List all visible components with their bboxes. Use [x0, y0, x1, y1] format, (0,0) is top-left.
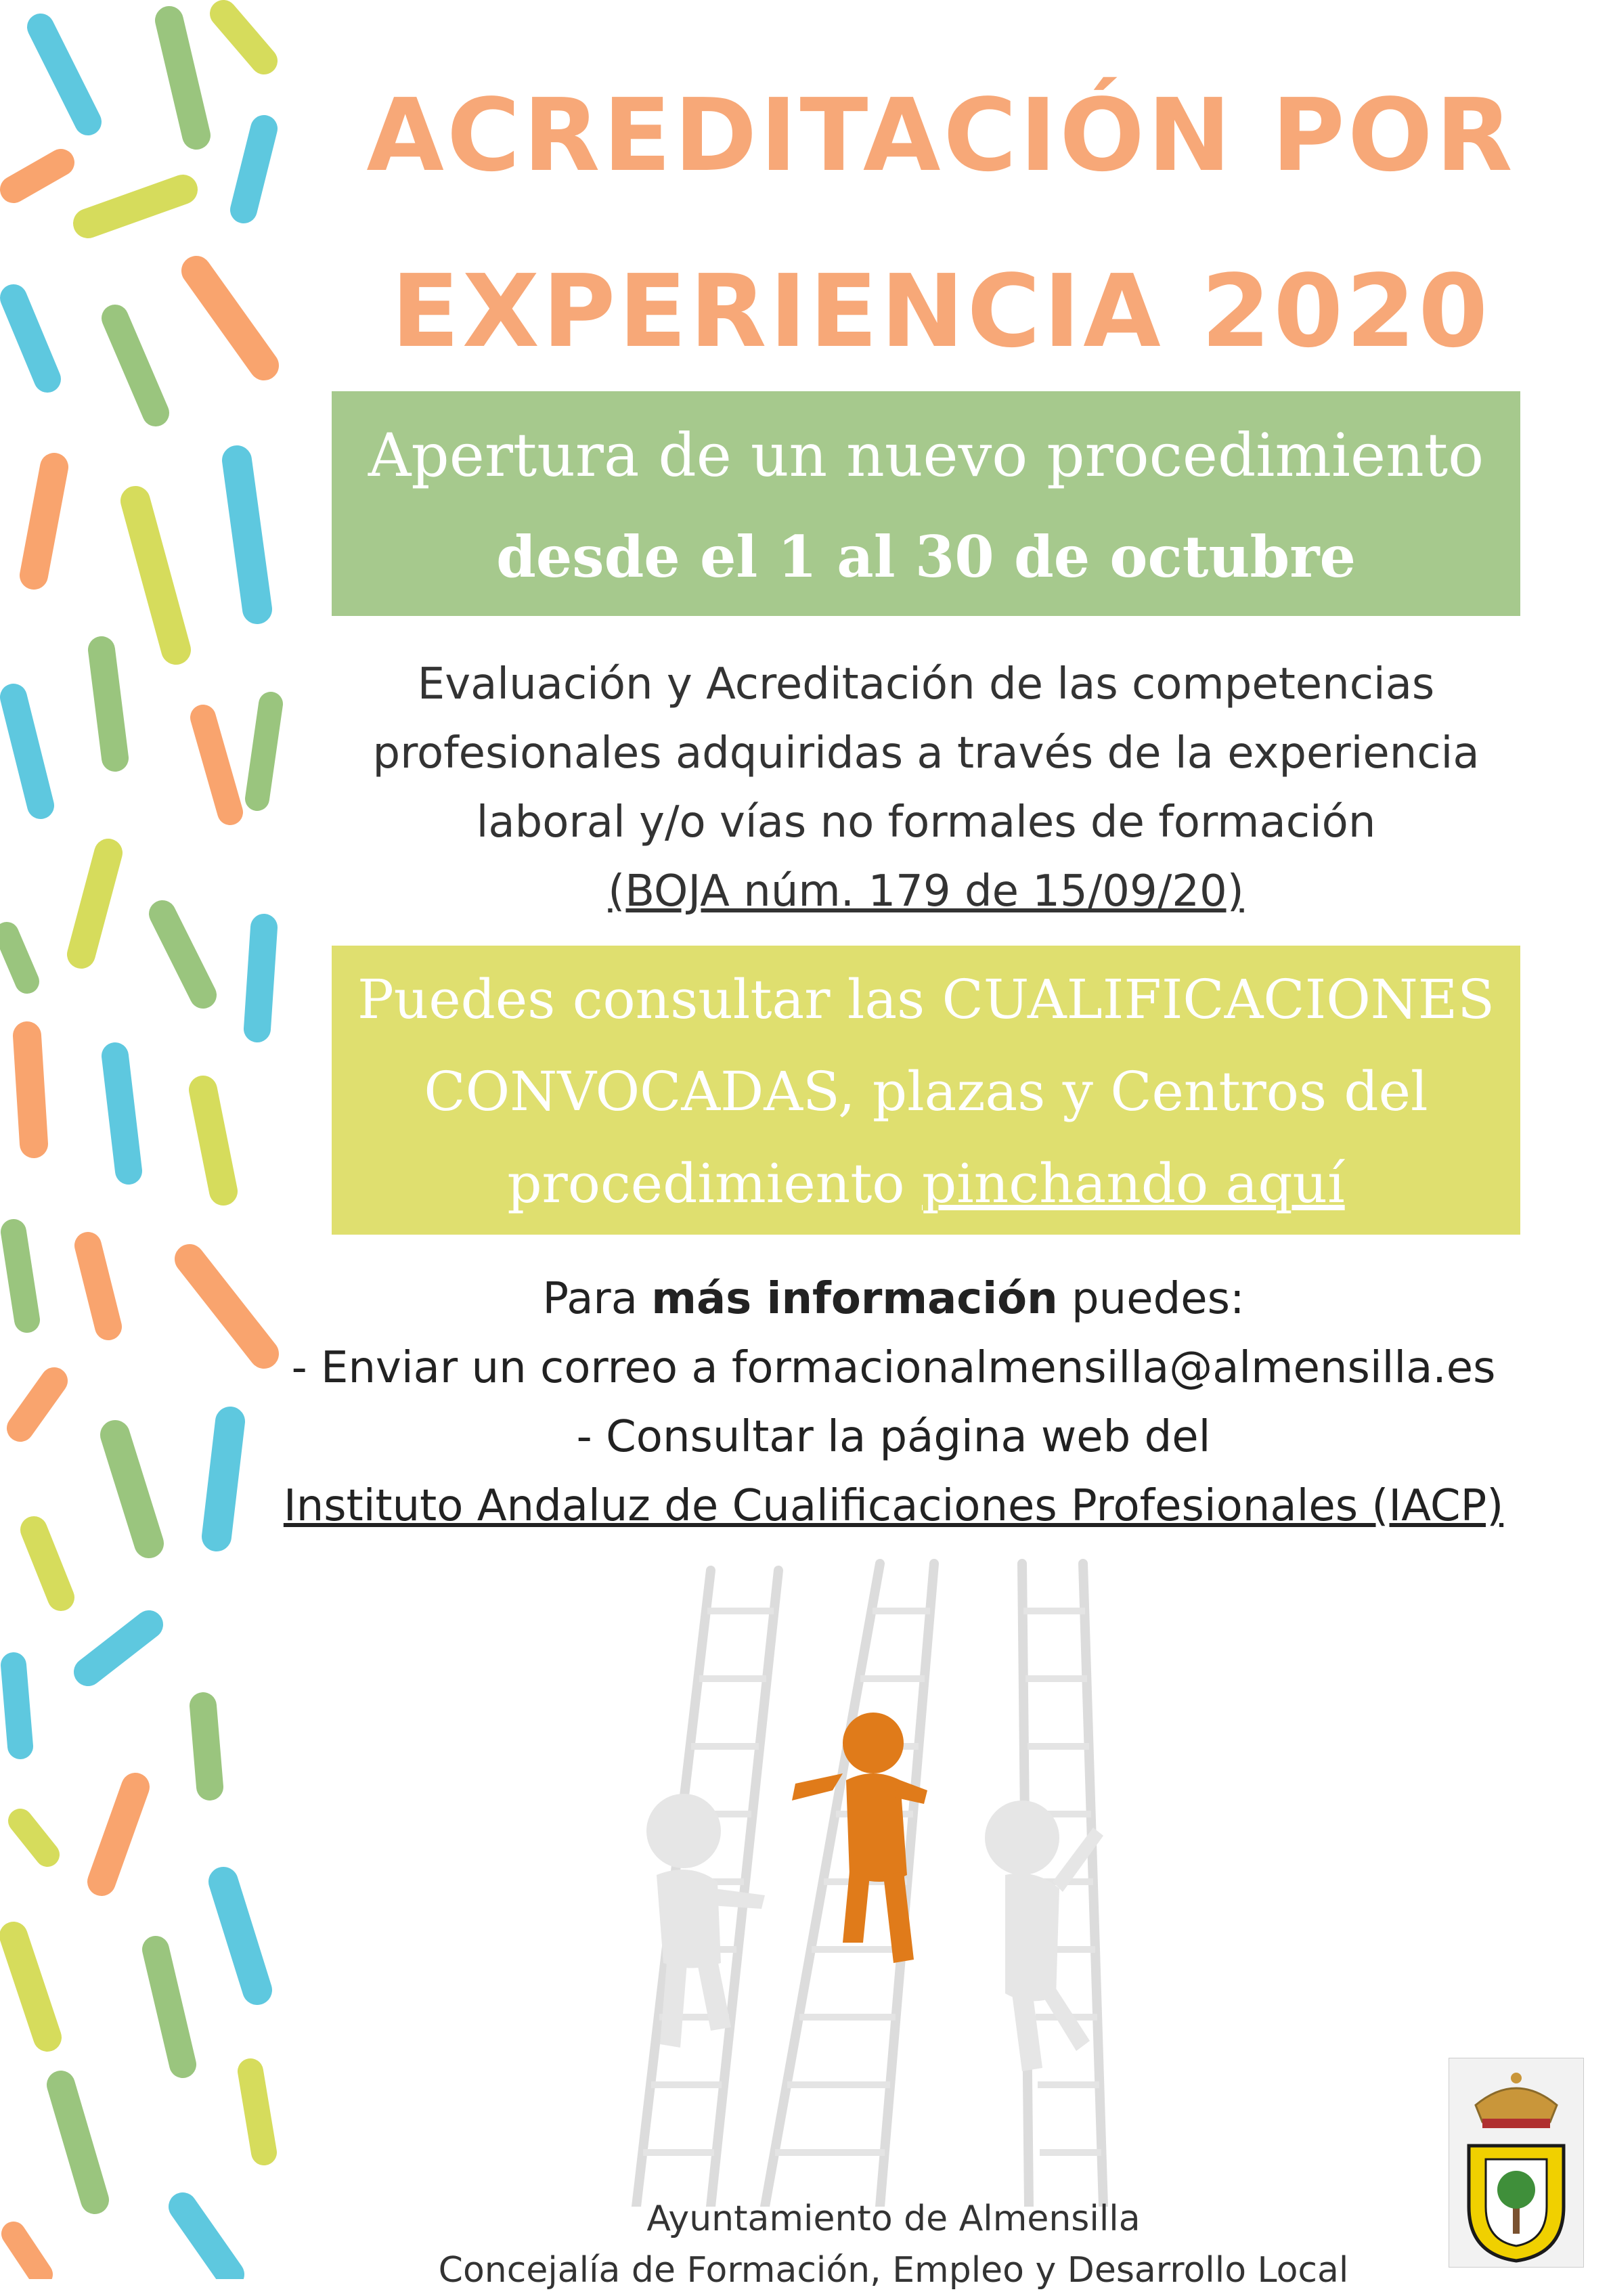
description	[332, 650, 1520, 926]
info-intro-prefix: Para	[542, 1274, 652, 1324]
web-line: - Consultar la página web del	[576, 1412, 1211, 1462]
poster-title	[352, 47, 1530, 399]
footer	[379, 2193, 1408, 2296]
white-climber-right-figure	[985, 1801, 1103, 2071]
qualifications-line-2: CONVOCADAS, plazas y Centros del	[424, 1060, 1428, 1123]
info-intro-suffix: puedes:	[1057, 1274, 1245, 1324]
ladders-illustration	[609, 1557, 1205, 2207]
iacp-link[interactable]: Instituto Andaluz de Cualificaciones Profesionales (IACP)	[283, 1481, 1504, 1531]
title-line-2: EXPERIENCIA 2020	[391, 253, 1491, 370]
info-intro	[264, 1264, 1523, 1333]
footer-line-2: Concejalía de Formación, Empleo y Desarrollo Local	[438, 2250, 1349, 2291]
description-line-2: profesionales adquiridas a través de la experiencia	[372, 728, 1480, 778]
qualifications-line-1: Puedes consultar las CUALIFICACIONES	[357, 968, 1495, 1031]
opening-banner	[332, 391, 1520, 616]
click-here-link[interactable]: pinchando aquí	[921, 1152, 1345, 1215]
description-line-3: laboral y/o vías no formales de formación	[476, 797, 1376, 847]
opening-dates: desde el 1 al 30 de octubre	[496, 523, 1356, 590]
footer-line-1: Ayuntamiento de Almensilla	[646, 2199, 1141, 2239]
coat-of-arms-icon	[1449, 2058, 1584, 2268]
opening-line-1: Apertura de un nuevo procedimiento	[368, 420, 1484, 490]
description-line-1: Evaluación y Acreditación de las competencias	[417, 659, 1435, 709]
qualifications-line-3-text: procedimiento	[507, 1152, 922, 1215]
more-info	[264, 1264, 1523, 1541]
qualifications-banner	[332, 946, 1520, 1235]
decorative-paint-strokes	[0, 0, 298, 2279]
title-line-1: ACREDITACIÓN POR	[366, 77, 1516, 194]
boja-reference-link[interactable]: (BOJA núm. 179 de 15/09/20)	[608, 866, 1244, 917]
qualifications-line-3	[332, 1138, 1520, 1230]
info-intro-bold: más información	[651, 1274, 1058, 1324]
email-line: - Enviar un correo a formacionalmensilla@almensilla.es	[291, 1343, 1496, 1393]
